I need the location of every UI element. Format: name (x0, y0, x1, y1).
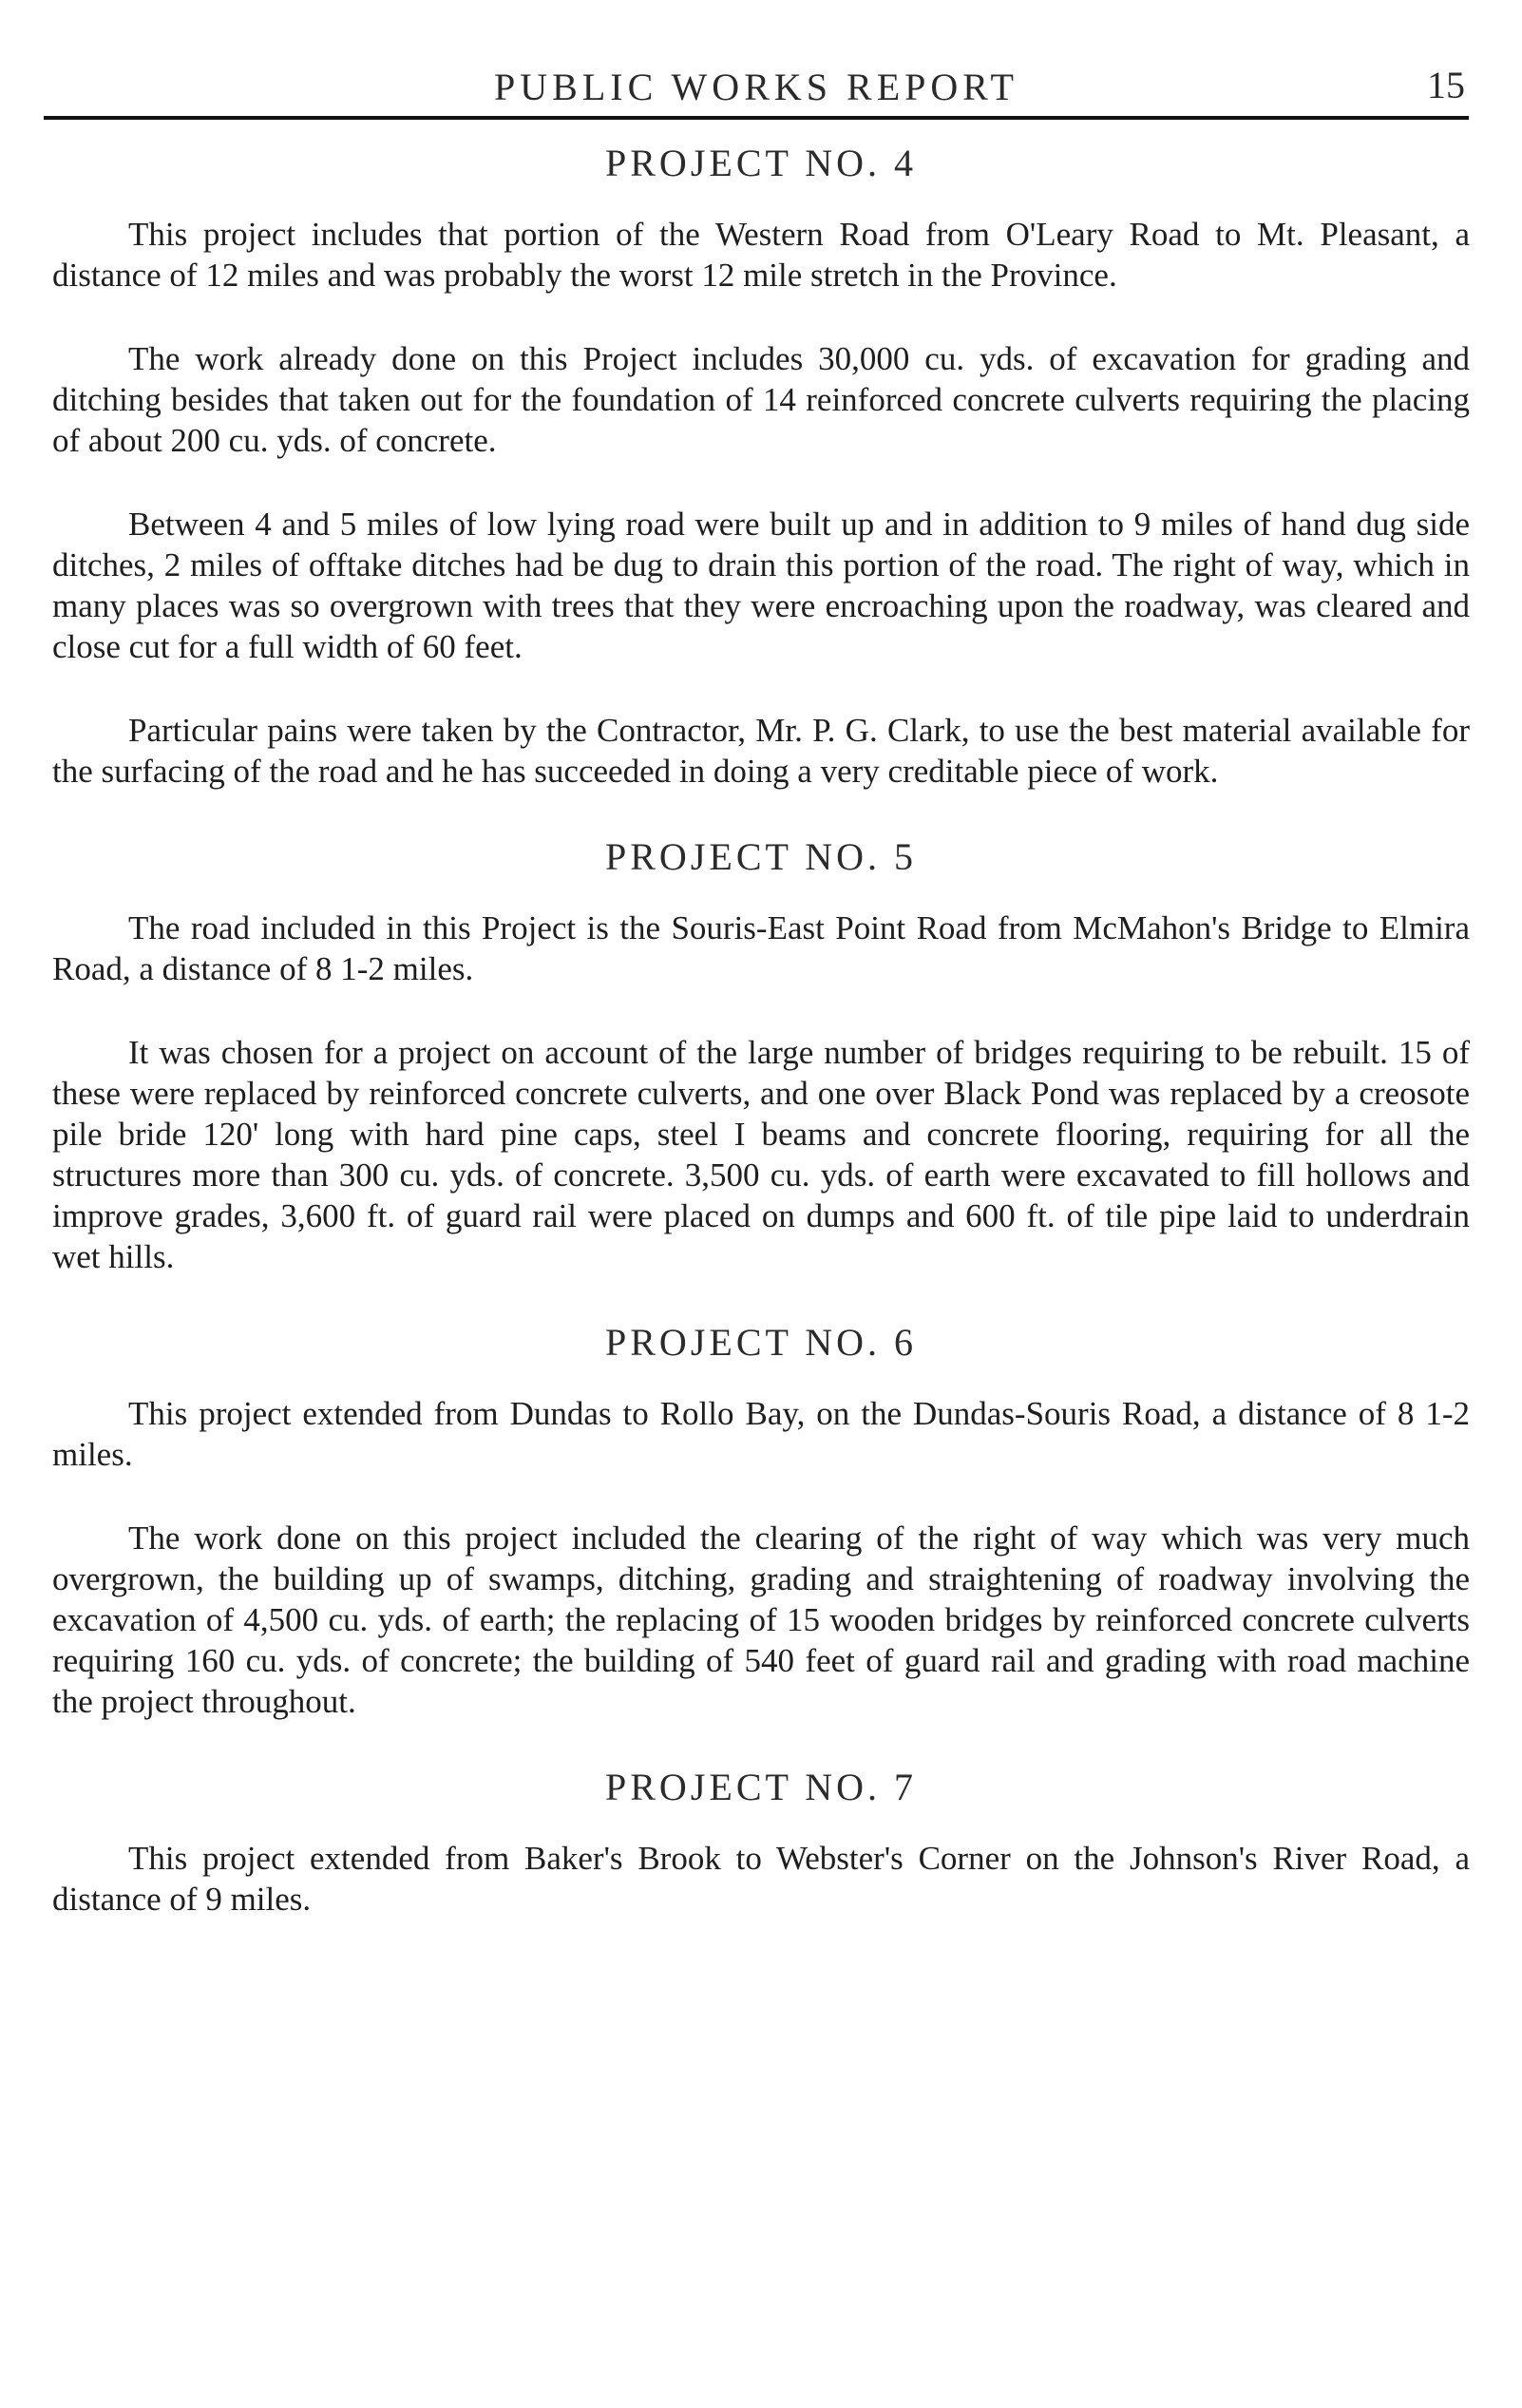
paragraph: This project extended from Baker's Brook to Webster's Corner on the Johnson's River Road, a distance of 9 miles. (52, 1840, 1470, 1918)
section-heading-project-7: PROJECT NO. 7 (605, 1766, 917, 1808)
paragraph: This project extended from Dundas to Rollo Bay, on the Dundas-Souris Road, a distance of 8 1-2 miles. (52, 1395, 1470, 1473)
paragraph: Particular pains were taken by the Contractor, Mr. P. G. Clark, to use the best material available for the surfacing of the road and he has succeeded in doing a very creditable piece of work. (52, 712, 1470, 790)
paragraph: This project includes that portion of the Western Road from O'Leary Road to Mt. Pleasant, a distance of 12 miles and was probably the worst 12 mile stretch in the Province. (52, 216, 1470, 294)
running-title: PUBLIC WORKS REPORT (494, 66, 1018, 108)
paragraph: The road included in this Project is the Souris-East Point Road from McMahon's Bridge to Elmira Road, a distance of 8 1-2 miles. (52, 909, 1470, 987)
page-number: 15 (1427, 64, 1465, 106)
section-heading-project-5: PROJECT NO. 5 (605, 835, 917, 878)
section-heading-project-4: PROJECT NO. 4 (605, 142, 917, 184)
paragraph: Between 4 and 5 miles of low lying road were built up and in addition to 9 miles of hand dug side ditches, 2 miles of offtake ditches had be dug to drain this portion of the road. The right of way, which in many places was so overgrown with trees that they were encroaching upon the roadway, was cleared and close cut for a full width of 60 feet. (52, 506, 1470, 665)
paragraph: It was chosen for a project on account of the large number of bridges requiring to be rebuilt. 15 of these were replaced by reinforced concrete culverts, and one over Black Pond was replaced by a creosote pile bride 120' long with hard pine caps, steel I beams and concrete flooring, requiring for all the structures more than 300 cu. yds. of concrete. 3,500 cu. yds. of earth were excavated to fill hollows and improve grades, 3,600 ft. of guard rail were placed on dumps and 600 ft. of tile pipe laid to underdrain wet hills. (52, 1034, 1470, 1275)
document-body (52, 141, 1470, 1920)
paragraph: The work done on this project included the clearing of the right of way which was very much overgrown, the building up of swamps, ditching, grading and straightening of roadway involving the excavation of 4,500 cu. yds. of earth; the replacing of 15 wooden bridges by reinforced concrete culverts requiring 160 cu. yds. of concrete; the building of 540 feet of guard rail and grading with road machine the project throughout. (52, 1519, 1470, 1720)
running-head (44, 57, 1469, 120)
section-heading-project-6: PROJECT NO. 6 (605, 1321, 917, 1364)
paragraph: The work already done on this Project includes 30,000 cu. yds. of excavation for grading and ditching besides that taken out for the foundation of 14 reinforced concrete culverts requiring the placing of about 200 cu. yds. of concrete. (52, 340, 1470, 459)
